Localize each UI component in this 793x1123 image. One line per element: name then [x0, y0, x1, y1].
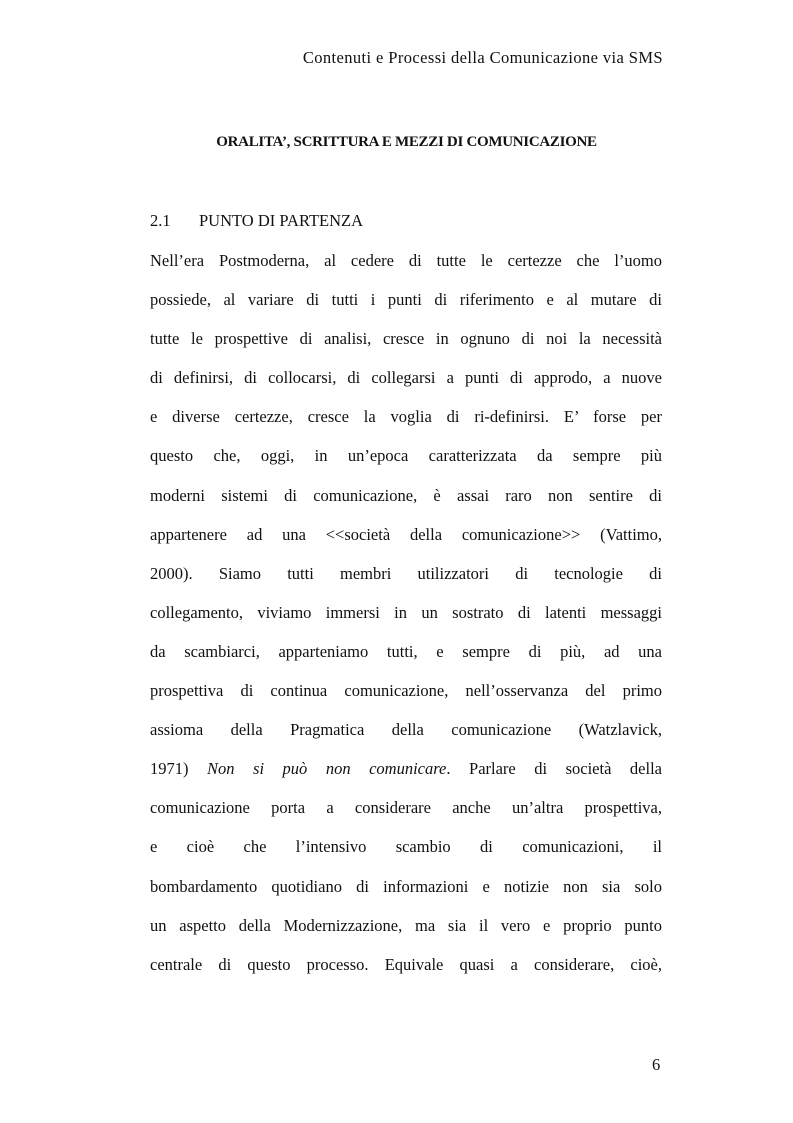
- text-line-content: di definirsi, di collocarsi, di collegarsi a punti di approdo, a nuove: [150, 368, 662, 388]
- text-line-content: Nell’era Postmoderna, al cedere di tutte le certezze che l’uomo: [150, 251, 662, 270]
- text-line-content: assioma della Pragmatica della comunicazione (Watzlavick,: [150, 720, 662, 740]
- text-line: [150, 827, 662, 866]
- text-line: [150, 906, 662, 945]
- running-header: Contenuti e Processi della Comunicazione via SMS: [302, 48, 663, 67]
- text-line: [150, 436, 662, 475]
- text-line-content: centrale di questo processo. Equivale quasi a considerare, cioè,: [150, 954, 662, 974]
- text-line: [150, 280, 662, 319]
- text-line-continuation: . Parlare di società della: [446, 759, 662, 779]
- text-line-content: comunicazione porta a considerare anche un’altra prospettiva,: [150, 798, 662, 818]
- italic-quote: Non si può non comunicare: [207, 759, 447, 779]
- text-line-content: collegamento, viviamo immersi in un sostrato di latenti messaggi: [150, 602, 662, 622]
- text-line-content: prospettiva di continua comunicazione, nell’osservanza del primo: [150, 681, 662, 701]
- section-title: PUNTO DI PARTENZA: [199, 211, 364, 230]
- text-line-content: 2000). Siamo tutti membri utilizzatori di tecnologie di: [150, 563, 662, 583]
- text-citation-year: 1971): [150, 759, 208, 779]
- text-line-content: tutte le prospettive di analisi, cresce in ognuno di noi la necessità: [150, 329, 662, 349]
- chapter-title: ORALITA’, SCRITTURA E MEZZI DI COMUNICAZIONE: [216, 134, 597, 150]
- text-line-content: [150, 759, 662, 778]
- section-number: 2.1: [150, 211, 171, 230]
- text-line-content: moderni sistemi di comunicazione, è assai raro non sentire di: [150, 485, 662, 505]
- text-line: [150, 241, 662, 280]
- text-line-content: bombardamento quotidiano di informazioni e notizie non sia solo: [150, 876, 662, 896]
- page-number: 6: [652, 1055, 661, 1074]
- text-line: [150, 319, 662, 358]
- text-line-content: possiede, al variare di tutti i punti di riferimento e al mutare di: [150, 290, 662, 310]
- text-line: [150, 671, 662, 710]
- text-line: [150, 358, 662, 397]
- text-line-content: da scambiarci, apparteniamo tutti, e sempre di più, ad una: [150, 641, 662, 661]
- text-line-content: questo che, oggi, in un’epoca caratterizzata da sempre più: [150, 446, 662, 466]
- text-line: [150, 788, 662, 827]
- text-line: [150, 554, 662, 593]
- body-paragraph: [150, 241, 662, 984]
- text-line-content: e cioè che l’intensivo scambio di comunicazioni, il: [150, 837, 662, 857]
- text-line: [150, 515, 662, 554]
- text-line-content: e diverse certezze, cresce la voglia di ri-definirsi. E’ forse per: [150, 407, 662, 427]
- text-line-content: un aspetto della Modernizzazione, ma sia il vero e proprio punto: [150, 915, 662, 935]
- section-heading: [150, 211, 363, 231]
- text-line-content: appartenere ad una <<società della comunicazione>> (Vattimo,: [150, 524, 662, 544]
- text-line: [150, 945, 662, 984]
- text-line: [150, 593, 662, 632]
- text-line: [150, 749, 662, 788]
- text-line: [150, 632, 662, 671]
- text-line: [150, 710, 662, 749]
- text-line: [150, 397, 662, 436]
- text-line: [150, 476, 662, 515]
- text-line: [150, 867, 662, 906]
